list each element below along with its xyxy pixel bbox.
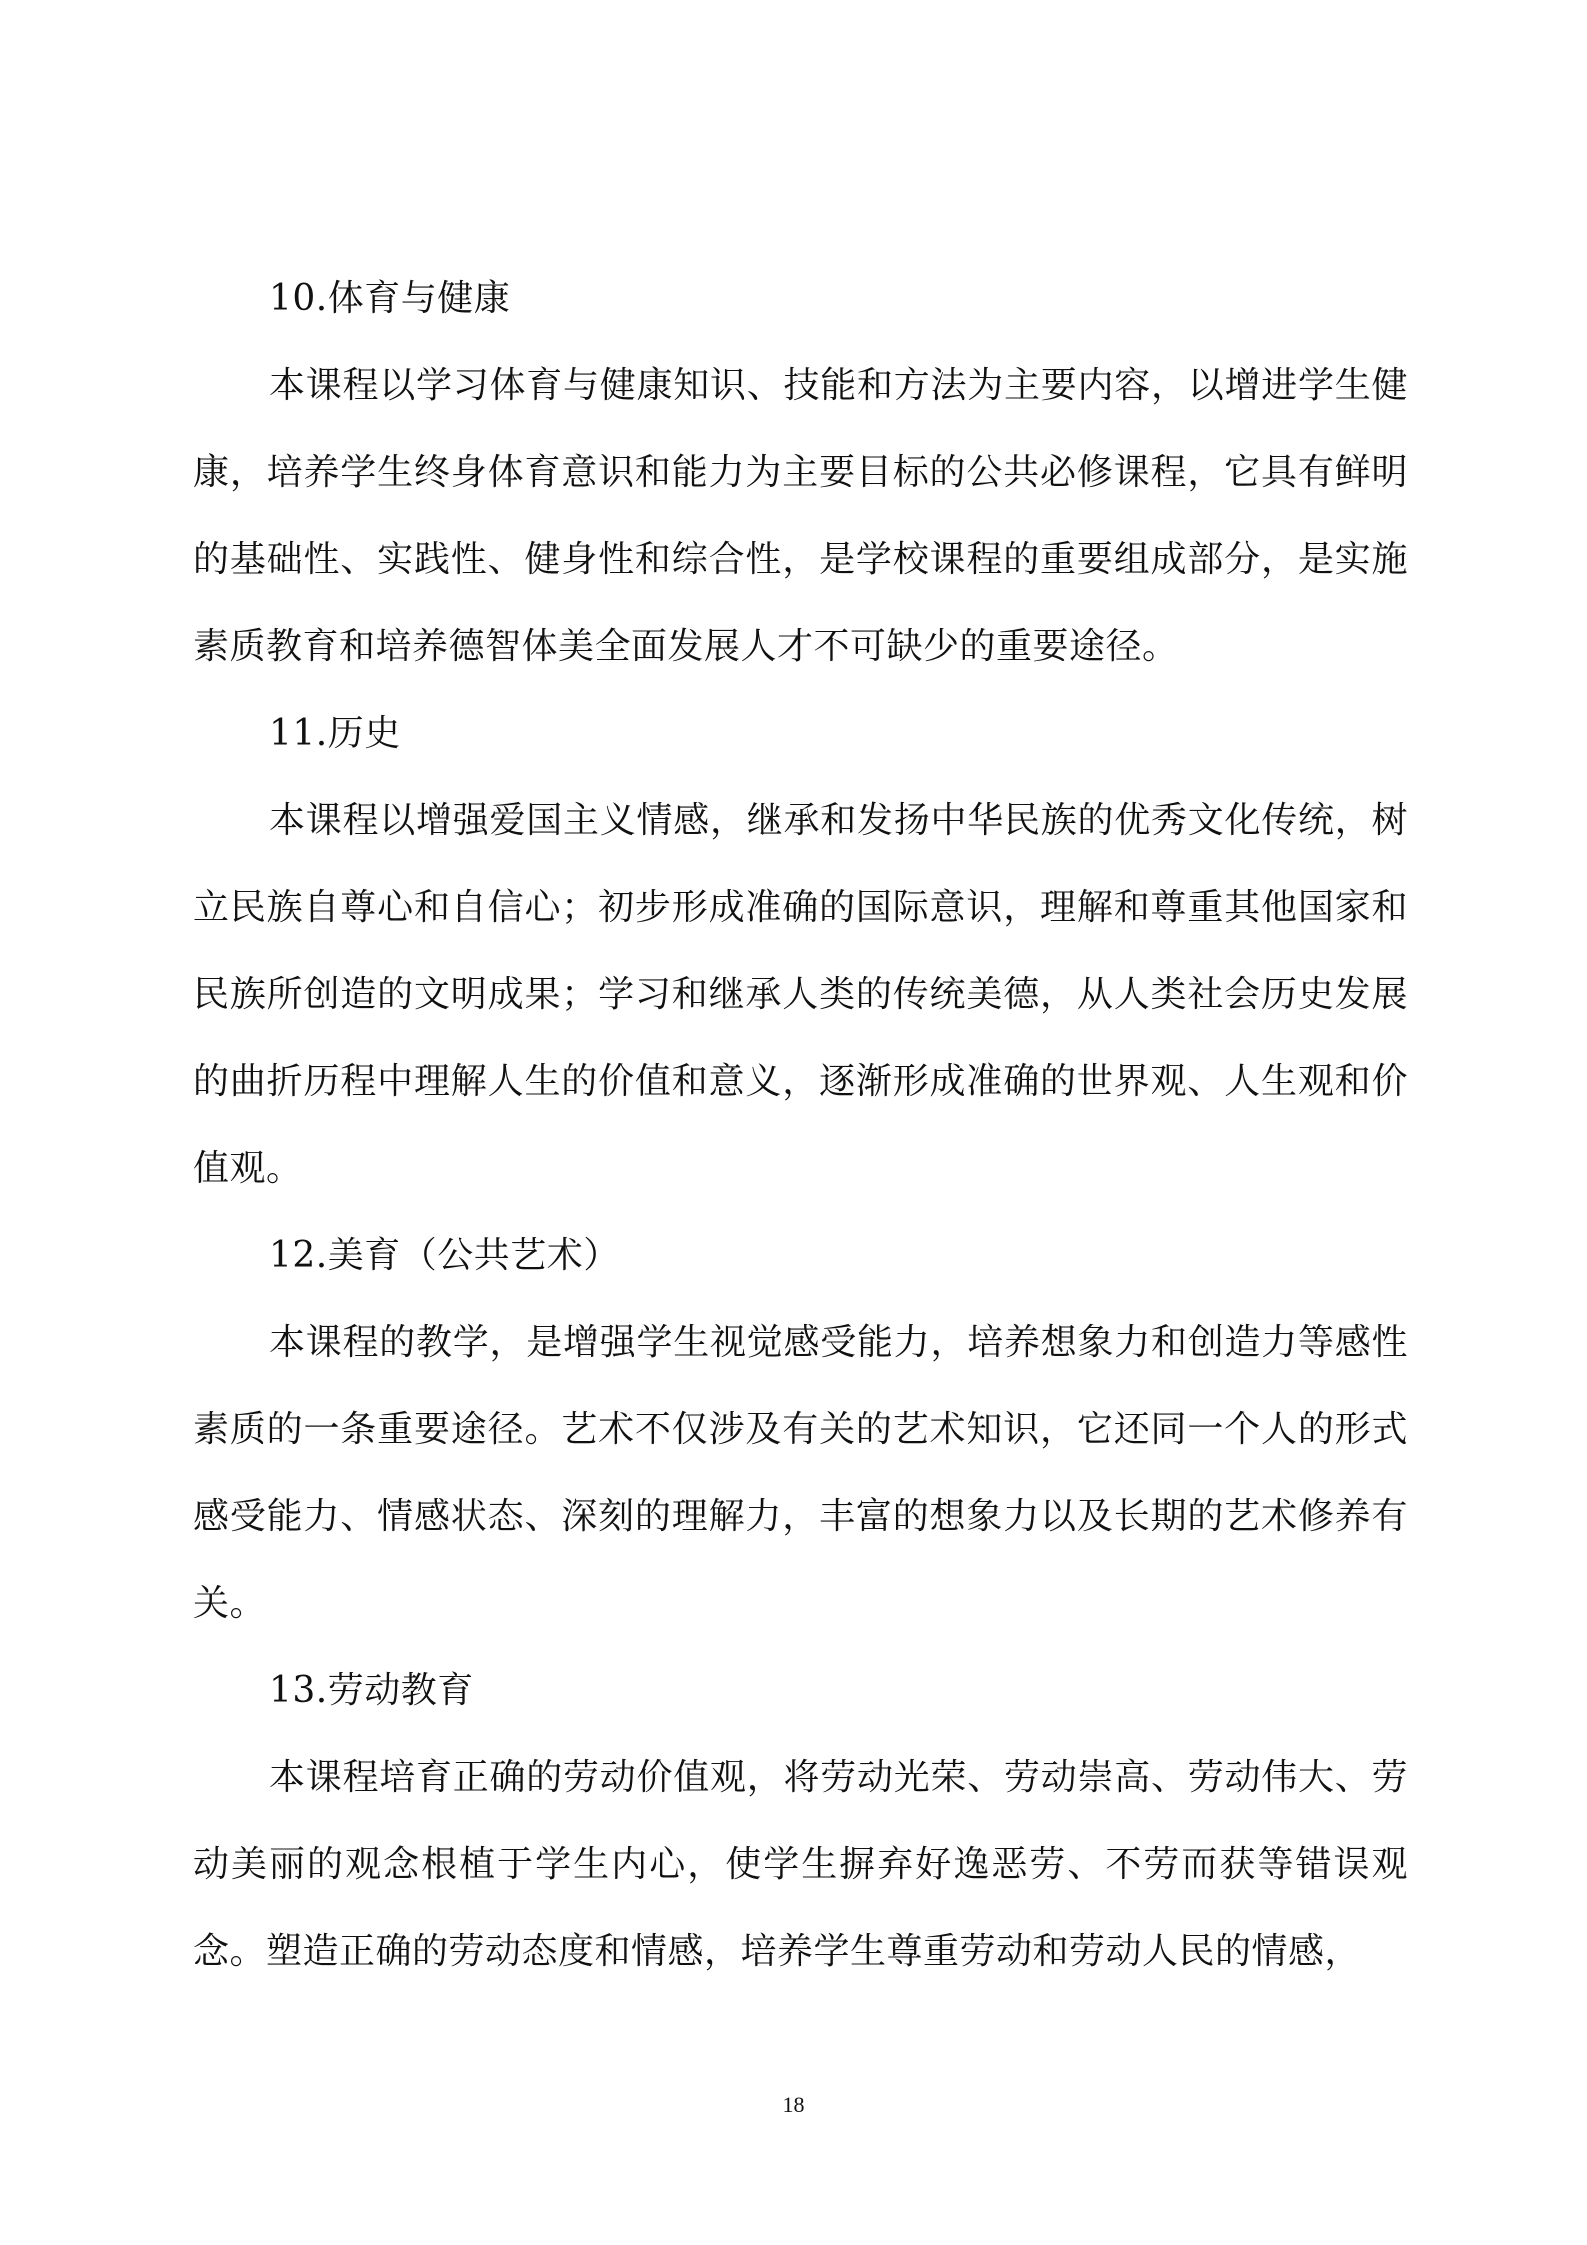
section-heading-pe-health: 10.体育与健康 (269, 278, 511, 319)
section-body-aesthetic-education: 本课程的教学，是增强学生视觉感受能力，培养想象力和创造力等感性素质的一条重要途径。艺术不仅涉及有关的艺术知识，它还同一个人的形式感受能力、情感状态、深刻的理解力，丰富的想象力以及长期的艺术修养有关。 (193, 1322, 1408, 1624)
section-heading-history: 11.历史 (269, 713, 401, 754)
page-number: 18 (782, 2092, 805, 2117)
section-heading-aesthetic-education: 12.美育（公共艺术） (269, 1235, 620, 1276)
section-body-labor-education: 本课程培育正确的劳动价值观，将劳动光荣、劳动崇高、劳动伟大、劳动美丽的观念根植于学生内心，使学生摒弃好逸恶劳、不劳而获等错误观念。塑造正确的劳动态度和情感，培养学生尊重劳动和劳动人民的情感， (193, 1757, 1408, 1972)
page-content (193, 255, 1408, 1995)
section-body-pe-health: 本课程以学习体育与健康知识、技能和方法为主要内容，以增进学生健康，培养学生终身体育意识和能力为主要目标的公共必修课程，它具有鲜明的基础性、实践性、健身性和综合性，是学校课程的重要组成部分，是实施素质教育和培养德智体美全面发展人才不可缺少的重要途径。 (193, 365, 1408, 667)
section-heading-labor-education: 13.劳动教育 (269, 1670, 474, 1711)
section-body-history: 本课程以增强爱国主义情感，继承和发扬中华民族的优秀文化传统，树立民族自尊心和自信心；初步形成准确的国际意识，理解和尊重其他国家和民族所创造的文明成果；学习和继承人类的传统美德，从人类社会历史发展的曲折历程中理解人生的价值和意义，逐渐形成准确的世界观、人生观和价值观。 (193, 800, 1408, 1189)
